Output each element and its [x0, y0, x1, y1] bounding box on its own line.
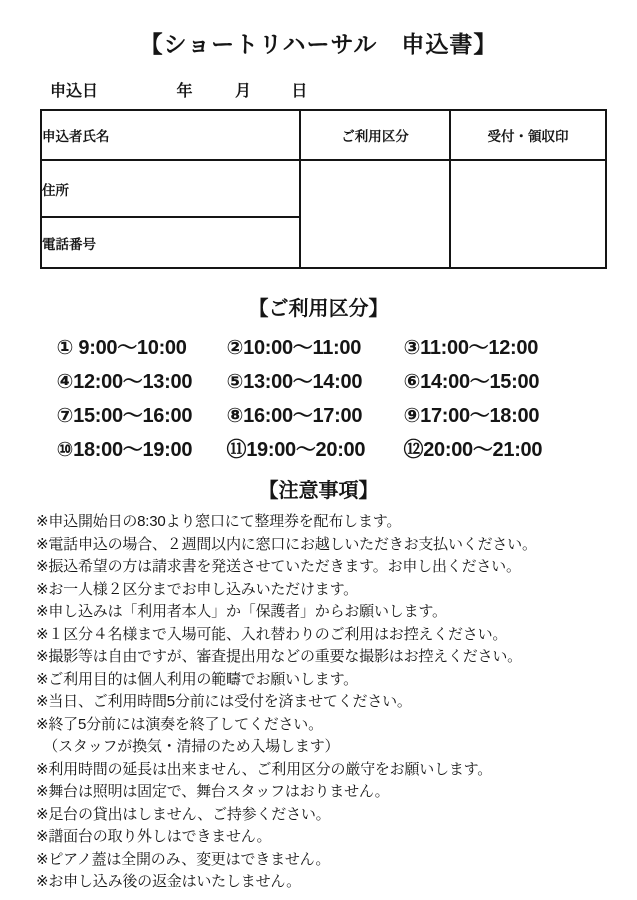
time-slot-1: ① 9:00〜10:00 — [56, 336, 187, 359]
receipt-stamp-header-cell — [450, 110, 606, 160]
note-line-12: ※利用時間の延長は出来ません、ご利用区分の厳守をお願いします。 — [36, 760, 493, 778]
note-line-11: （スタッフが換気・清掃のため入場します） — [36, 738, 340, 755]
address-label: 住所 — [42, 182, 69, 198]
time-slot-4: ④12:00〜13:00 — [56, 370, 193, 393]
day-unit-label: 日 — [291, 83, 308, 100]
time-slot-9: ⑨17:00〜18:00 — [403, 404, 540, 427]
note-line-2: ※電話申込の場合、２週間以内に窓口にお越しいただきお支払いください。 — [36, 535, 537, 553]
note-line-10: ※終了5分前には演奏を終了してください。 — [36, 715, 323, 733]
notes-list — [36, 511, 619, 894]
month-unit-label: 月 — [234, 83, 251, 100]
usage-category-label: ご利用区分 — [341, 129, 409, 144]
time-slot-7: ⑦15:00〜16:00 — [56, 404, 193, 427]
note-line-7: ※撮影等は自由ですが、審査提出用などの重要な撮影はお控えください。 — [36, 648, 522, 665]
note-line-5: ※申し込みは「利用者本人」か「保護者」からお願いします。 — [36, 603, 447, 620]
time-slot-5: ⑤13:00〜14:00 — [226, 370, 363, 393]
application-date-label: 申込日 — [50, 83, 99, 100]
time-slot-grid — [57, 328, 581, 464]
page-title: 【ショートリハーサル 申込書】 — [139, 31, 498, 57]
time-slot-3: ③11:00〜12:00 — [403, 336, 539, 359]
year-unit-label: 年 — [176, 83, 193, 100]
time-slot-11: ⑪19:00〜20:00 — [226, 438, 366, 461]
table-row-address — [41, 160, 606, 217]
note-line-6: ※１区分４名様まで入場可能、入れ替わりのご利用はお控えください。 — [36, 625, 508, 643]
time-slot-10: ⑩18:00〜19:00 — [56, 438, 193, 461]
table-row-header — [41, 110, 606, 160]
applicant-name-label: 申込者氏名 — [42, 129, 110, 144]
application-date-row — [50, 78, 637, 101]
address-cell — [41, 160, 300, 217]
time-slot-2: ②10:00〜11:00 — [226, 336, 362, 359]
time-slot-8: ⑧16:00〜17:00 — [226, 404, 363, 427]
note-line-3: ※振込希望の方は請求書を発送させていただきます。お申し出ください。 — [36, 558, 521, 575]
note-line-8: ※ご利用目的は個人利用の範疇でお願いします。 — [36, 670, 358, 688]
application-table — [40, 109, 607, 269]
usage-category-section-heading: 【ご利用区分】 — [248, 298, 389, 320]
note-line-13: ※舞台は照明は固定で、舞台スタッフはおりません。 — [36, 783, 390, 800]
note-line-16: ※ピアノ蓋は全開のみ、変更はできません。 — [36, 850, 331, 868]
applicant-name-cell — [41, 110, 300, 160]
note-line-1: ※申込開始日の8:30より窓口にて整理券を配布します。 — [36, 513, 402, 530]
note-line-15: ※譜面台の取り外しはできません。 — [36, 828, 272, 845]
notes-section-heading: 【注意事項】 — [258, 480, 379, 502]
receipt-stamp-label: 受付・領収印 — [487, 129, 569, 144]
phone-number-cell — [41, 217, 300, 268]
note-line-17: ※お申し込み後の返金はいたしません。 — [36, 873, 301, 890]
time-slot-6: ⑥14:00〜15:00 — [403, 370, 540, 393]
receipt-stamp-entry-cell — [450, 160, 606, 268]
note-line-14: ※足台の貸出はしません、ご持参ください。 — [36, 805, 331, 823]
note-line-4: ※お一人様２区分までお申し込みいただけます。 — [36, 580, 358, 598]
usage-category-header-cell — [300, 110, 450, 160]
phone-number-label: 電話番号 — [42, 236, 96, 252]
note-line-9: ※当日、ご利用時間5分前には受付を済ませてください。 — [36, 693, 412, 710]
time-slot-12: ⑫20:00〜21:00 — [403, 438, 543, 461]
usage-category-entry-cell — [300, 160, 450, 268]
